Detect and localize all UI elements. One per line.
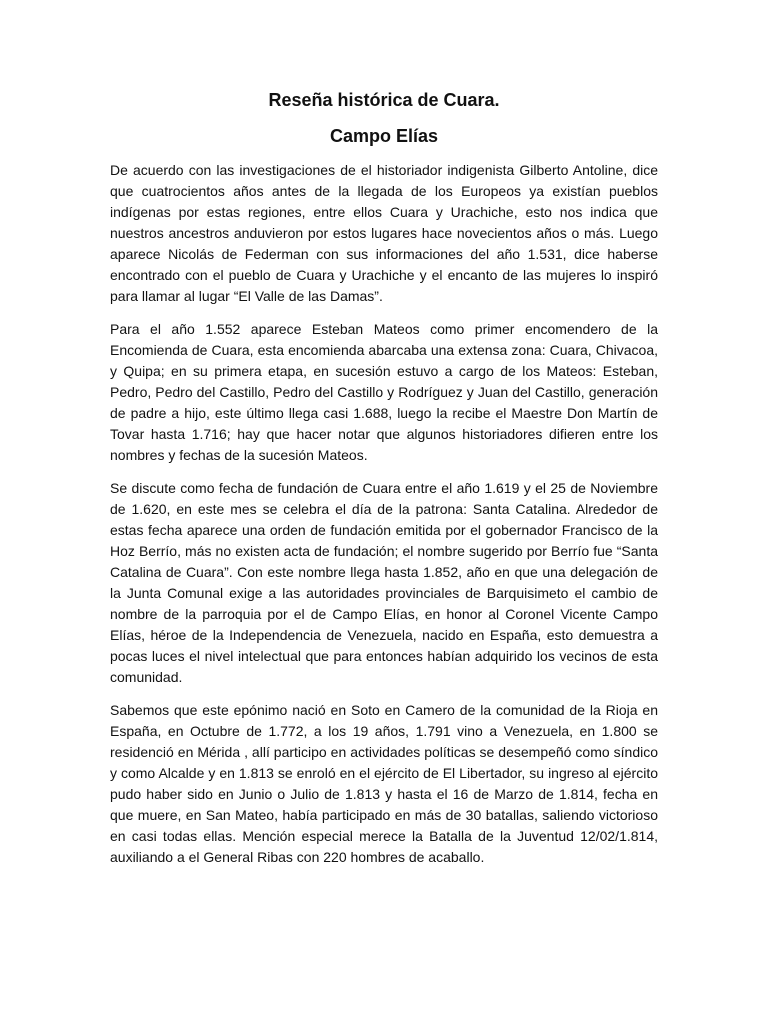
document-page bbox=[110, 82, 658, 880]
paragraph-2: Para el año 1.552 aparece Esteban Mateos como primer encomendero de la Encomienda de Cuara, esta encomienda abarcaba una extensa zona: Cuara, Chivacoa, y Quipa; en su primera etapa, en sucesión estuvo a cargo de los Mateos: Esteban, Pedro, Pedro del Castillo, Pedro del Castillo y Rodríguez y Juan del Castillo, generación de padre a hijo, este último llega casi 1.688, luego la recibe el Maestre Don Martín de Tovar hasta 1.716; hay que hacer notar que algunos historiadores difieren entre los nombres y fechas de la sucesión Mateos. bbox=[110, 321, 658, 463]
paragraph-4: Sabemos que este epónimo nació en Soto en Camero de la comunidad de la Rioja en España, en Octubre de 1.772, a los 19 años, 1.791 vino a Venezuela, en 1.800 se residenció en Mérida , allí participo en actividades políticas se desempeñó como síndico y como Alcalde y en 1.813 se enroló en el ejército de El Libertador, su ingreso al ejército pudo haber sido en Junio o Julio de 1.813 y hasta el 16 de Marzo de 1.814, fecha en que muere, en San Mateo, había participado en más de 30 batallas, saliendo victorioso en casi todas ellas. Mención especial merece la Batalla de la Juventud 12/02/1.814, auxiliando a el General Ribas con 220 hombres de acaballo. bbox=[110, 702, 658, 865]
paragraph-1: De acuerdo con las investigaciones de el historiador indigenista Gilberto Antoline, dice que cuatrocientos años antes de la llegada de los Europeos ya existían pueblos indígenas por estas regiones, entre ellos Cuara y Urachiche, esto nos indica que nuestros ancestros anduvieron por estos lugares hace novecientos años o más. Luego aparece Nicolás de Federman con sus informaciones del año 1.531, dice haberse encontrado con el pueblo de Cuara y Urachiche y el encanto de las mujeres lo inspiró para llamar al lugar “El Valle de las Damas”. bbox=[110, 162, 658, 304]
document-title: Reseña histórica de Cuara. bbox=[268, 90, 500, 110]
paragraph-3: Se discute como fecha de fundación de Cuara entre el año 1.619 y el 25 de Noviembre de 1.620, en este mes se celebra el día de la patrona: Santa Catalina. Alrededor de estas fecha aparece una orden de fundación emitida por el gobernador Francisco de la Hoz Berrío, más no existen acta de fundación; el nombre sugerido por Berrío fue “Santa Catalina de Cuara”. Con este nombre llega hasta 1.852, año en que una delegación de la Junta Comunal exige a las autoridades provinciales de Barquisimeto el cambio de nombre de la parroquia por el de Campo Elías, en honor al Coronel Vicente Campo Elías, héroe de la Independencia de Venezuela, nacido en España, esto demuestra a pocas luces el nivel intelectual que para entonces habían adquirido los vecinos de esta comunidad. bbox=[110, 480, 658, 685]
document-subtitle: Campo Elías bbox=[329, 126, 439, 146]
